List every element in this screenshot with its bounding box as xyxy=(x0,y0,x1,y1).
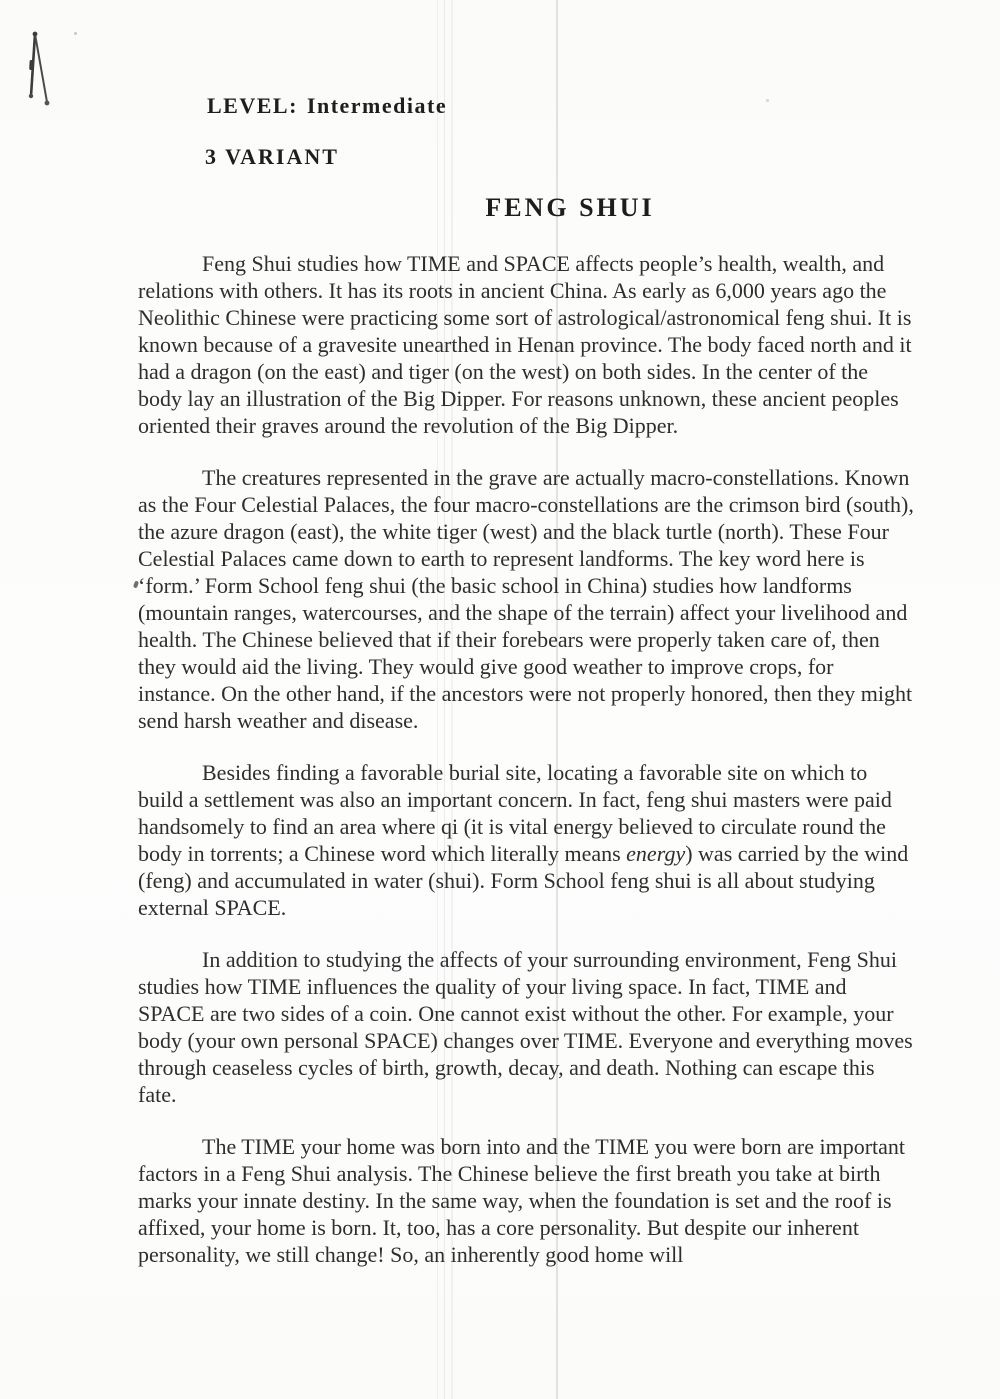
scan-speck xyxy=(766,99,769,102)
paragraph-text: Feng Shui studies how TIME and SPACE affects people’s health, wealth, and relations with others. It has its roots in ancient China. As early as 6,000 years ago the Neolithic Chinese were practicing some sort of astrological/astronomical feng shui. It is known because of a gravesite unearthed in Henan province. The body faced north and it had a dragon (on the east) and tiger (on the west) on both sides. In the center of the body lay an illustration of the Big Dipper. For reasons unknown, these ancient peoples oriented their graves around the revolution of the Big Dipper. xyxy=(138,251,912,438)
scan-speck xyxy=(74,32,77,35)
paragraph-text: In addition to studying the affects of your surrounding environment, Feng Shui studies how TIME influences the quality of your living space. In fact, TIME and SPACE are two sides of a coin. One cannot exist without the other. For example, your body (your own personal SPACE) changes over TIME. Everyone and everything moves through ceaseless cycles of birth, growth, decay, and death. Nothing can escape this fate. xyxy=(138,947,913,1107)
page-title: FENG SHUI xyxy=(485,193,655,222)
variant-label: 3 VARIANT xyxy=(205,144,339,169)
document-body xyxy=(138,250,916,1293)
level-label: LEVEL: Intermediate xyxy=(207,93,448,118)
paragraph-text: The creatures represented in the grave are actually macro-constellations. Known as the Four Celestial Palaces, the four macro-constellations are the crimson bird (south), the azure dragon (east), the white tiger (west) and the black turtle (north). These Four Celestial Palaces came down to earth to represent landforms. The key word here is ‘form.’ Form School feng shui (the basic school in China) studies how landforms (mountain ranges, watercourses, and the shape of the terrain) affect your livelihood and health. The Chinese believed that if their forebears were properly taken care of, then they would aid the living. They would give good weather to improve crops, for instance. On the other hand, if the ancestors were not properly honored, then they might send harsh weather and disease. xyxy=(138,465,914,733)
paragraph-text: Besides finding a favorable burial site, locating a favorable site on which to build a settlement was also an important concern. In fact, feng shui masters were paid handsomely to find an area where qi (it is vital energy believed to circulate round the body in torrents; a Chinese word which literally means xyxy=(138,760,892,866)
paragraph-italic-text: energy xyxy=(626,841,686,866)
paragraph-text: The TIME your home was born into and the TIME you were born are important factors in a Feng Shui analysis. The Chinese believe the first breath you take at birth marks your innate destiny. In the same way, when the foundation is set and the roof is affixed, your home is born. It, too, has a core personality. But despite our inherent personality, we still change! So, an inherently good home will xyxy=(138,1134,906,1267)
paragraph xyxy=(138,946,916,1108)
paragraph xyxy=(138,759,916,921)
paragraph xyxy=(138,1133,916,1268)
pen-mark-icon xyxy=(24,26,58,112)
paragraph-text: ) was carried by the wind (feng) and accumulated in water (shui). Form School feng shui is all about studying external SPACE. xyxy=(138,841,909,920)
paragraph xyxy=(138,464,916,734)
paragraph xyxy=(138,250,916,439)
